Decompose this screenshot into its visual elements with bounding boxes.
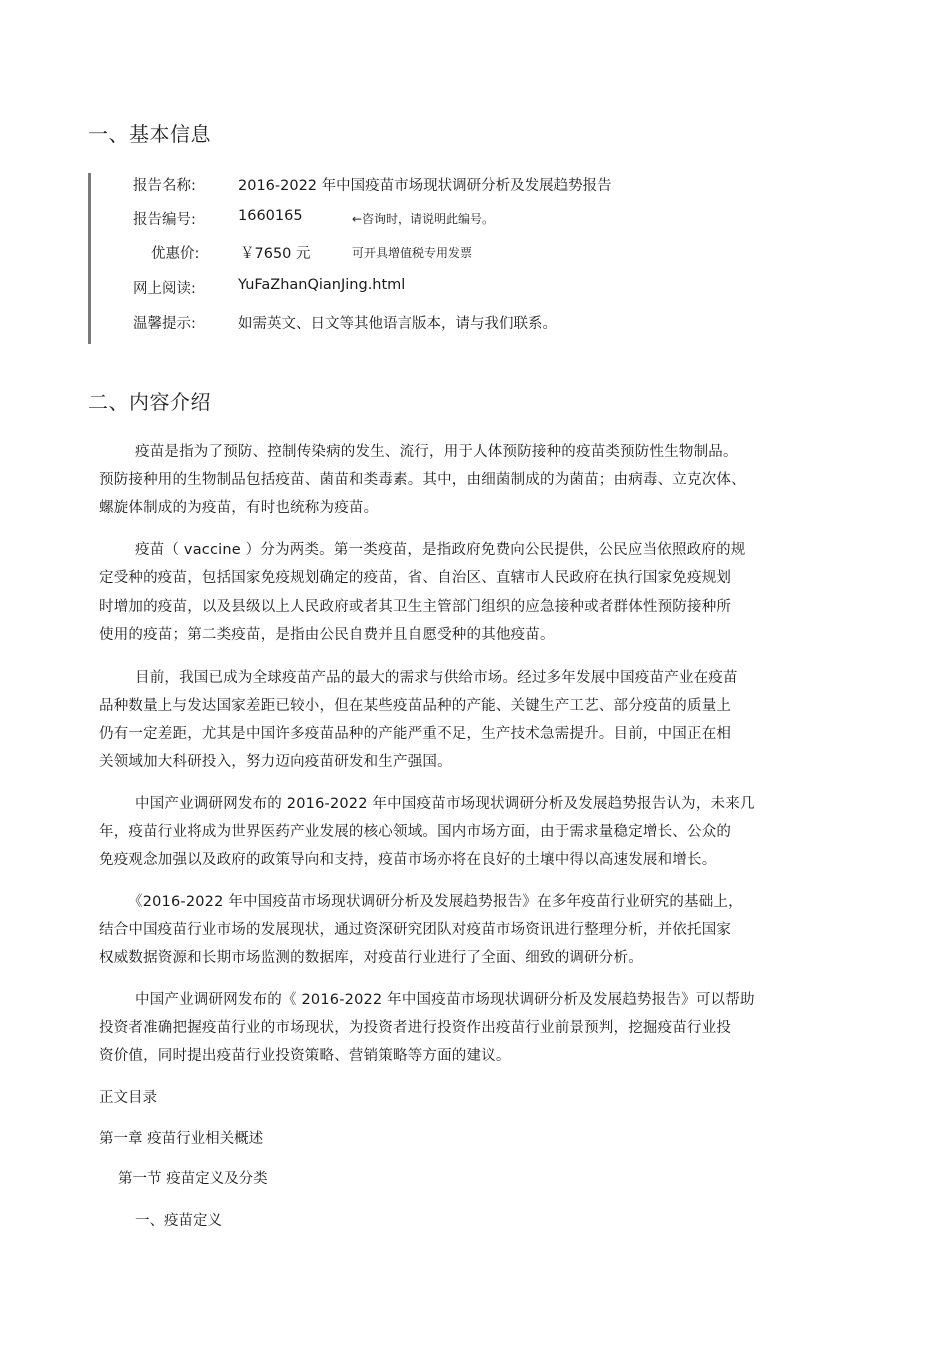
info-block-bar	[88, 173, 91, 344]
report-name-value: 2016-2022 年中国疫苗市场现状调研分析及发展趋势报告	[238, 178, 612, 194]
paragraph-1-line-1: 疫苗是指为了预防、控制传染病的发生、流行，用于人体预防接种的疫苗类预防性生物制品。	[135, 444, 738, 460]
paragraph-2-line-1: 疫苗（ vaccine ）分为两类。第一类疫苗，是指政府免费向公民提供，公民应当依照政府的规	[135, 542, 746, 558]
paragraph-4-line-2: 年，疫苗行业将成为世界医药产业发展的核心领域。国内市场方面，由于需求量稳定增长、公众的	[99, 824, 732, 840]
paragraph-2-line-3: 时增加的疫苗，以及县级以上人民政府或者其卫生主管部门组织的应急接种或者群体性预防接种所	[99, 599, 732, 615]
paragraph-3-line-4: 关领域加大科研投入，努力迈向疫苗研发和生产强国。	[99, 754, 452, 770]
paragraph-6-line-3: 资价值，同时提出疫苗行业投资策略、营销策略等方面的建议。	[99, 1048, 511, 1064]
toc-section-1[interactable]: 第一节 疫苗定义及分类	[118, 1171, 268, 1187]
toc-heading: 正文目录	[99, 1090, 157, 1106]
paragraph-5-line-1: 《2016-2022 年中国疫苗市场现状调研分析及发展趋势报告》在多年疫苗行业研究的基础上，	[128, 894, 743, 910]
paragraph-5-line-3: 权威数据资源和长期市场监测的数据库，对疫苗行业进行了全面、细致的调研分析。	[99, 950, 643, 966]
price-value: ￥7650 元	[240, 246, 311, 262]
report-number-value: 1660165	[238, 208, 303, 224]
paragraph-3-line-2: 品种数量上与发达国家差距已较小，但在某些疫苗品种的产能、关键生产工艺、部分疫苗的质量上	[99, 698, 732, 714]
online-reading-link[interactable]: YuFaZhanQianJing.html	[238, 277, 406, 293]
toc-chapter-1[interactable]: 第一章 疫苗行业相关概述	[99, 1131, 264, 1147]
tip-label: 温馨提示:	[133, 316, 196, 332]
paragraph-1-line-2: 预防接种用的生物制品包括疫苗、菌苗和类毒素。其中，由细菌制成的为菌苗；由病毒、立克次体、	[99, 472, 746, 488]
section-heading-basic-info: 一、基本信息	[88, 122, 211, 146]
paragraph-1-line-3: 螺旋体制成的为疫苗，有时也统称为疫苗。	[99, 500, 379, 516]
paragraph-5-line-2: 结合中国疫苗行业市场的发展现状，通过资深研究团队对疫苗市场资讯进行整理分析，并依托国家	[99, 922, 732, 938]
price-label: 优惠价:	[151, 246, 200, 262]
paragraph-4-line-3: 免疫观念加强以及政府的政策导向和支持，疫苗市场亦将在良好的土壤中得以高速发展和增长。	[99, 852, 717, 868]
report-number-note: ←咨询时，请说明此编号。	[352, 212, 495, 226]
report-name-label: 报告名称:	[133, 178, 196, 194]
paragraph-6-line-2: 投资者准确把握疫苗行业的市场现状，为投资者进行投资作出疫苗行业前景预判，挖掘疫苗行业投	[99, 1020, 732, 1036]
paragraph-2-line-4: 使用的疫苗；第二类疫苗，是指由公民自费并且自愿受种的其他疫苗。	[99, 627, 555, 643]
paragraph-3-line-3: 仍有一定差距，尤其是中国许多疫苗品种的产能严重不足，生产技术急需提升。目前，中国正在相	[99, 726, 732, 742]
report-number-label: 报告编号:	[133, 212, 196, 228]
tip-value: 如需英文、日文等其他语言版本，请与我们联系。	[238, 316, 557, 332]
price-note: 可开具增值税专用发票	[352, 246, 473, 260]
paragraph-3-line-1: 目前，我国已成为全球疫苗产品的最大的需求与供给市场。经过多年发展中国疫苗产业在疫苗	[135, 670, 738, 686]
section-heading-content-intro: 二、内容介绍	[88, 390, 211, 414]
toc-item-1[interactable]: 一、疫苗定义	[135, 1213, 222, 1229]
paragraph-2-line-2: 定受种的疫苗，包括国家免疫规划确定的疫苗，省、自治区、直辖市人民政府在执行国家免疫规划	[99, 570, 732, 586]
paragraph-4-line-1: 中国产业调研网发布的 2016-2022 年中国疫苗市场现状调研分析及发展趋势报告认为，未来几	[135, 796, 755, 812]
online-reading-label: 网上阅读:	[133, 281, 196, 297]
paragraph-6-line-1: 中国产业调研网发布的《 2016-2022 年中国疫苗市场现状调研分析及发展趋势报告》可以帮助	[135, 992, 755, 1008]
